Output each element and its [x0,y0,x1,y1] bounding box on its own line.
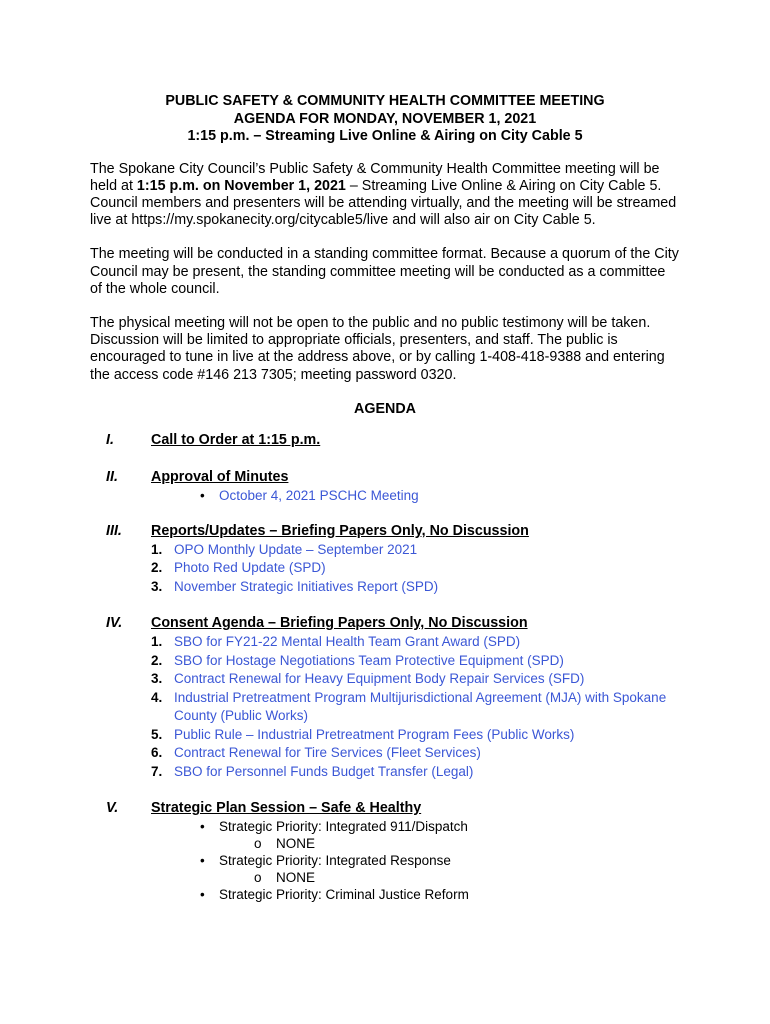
report-link[interactable]: OPO Monthly Update – September 2021 [174,541,418,557]
section-numeral: V. [106,800,119,817]
agenda-section-5 [90,800,680,903]
section-numeral: II. [106,468,118,485]
intro-paragraph-3: The physical meeting will not be open to the public and no public testimony will be taken. Discussion will be limited to appropriate officials, presenters, and staff. The public is encouraged to tune in live at the address above, or by calling 1-408-418-9388 and entering the access code #146 213 7305; meeting password 0320. [90,314,665,383]
minutes-link[interactable]: October 4, 2021 PSCHC Meeting [219,487,419,503]
agenda-document [90,93,680,903]
sub-item [219,835,680,852]
bullet-icon: • [200,819,205,835]
consent-link[interactable]: Public Rule – Industrial Pretreatment Program Fees (Public Works) [174,726,575,742]
intro-meeting-time: 1:15 p.m. on November 1, 2021 [136,177,346,194]
intro-paragraph-2: The meeting will be conducted in a standing committee format. Because a quorum of the City Council may be present, the standing committee meeting will be conducted as a committee of the whole council. [90,246,679,297]
list-item [200,818,680,852]
section-numeral: IV. [106,615,123,632]
section-numeral: I. [106,431,114,448]
agenda-heading: AGENDA [354,400,416,417]
header-title: PUBLIC SAFETY & COMMUNITY HEALTH COMMITTEE MEETING [165,93,605,109]
intro-text-continued: – Streaming Live Online & Airing on City Cable 5. Council members and presenters will be attending virtually, and the meeting will be streamed live at https://my.spokanecity.org/citycable5/live and will also air on City Cable 5. [90,177,677,229]
list-item [151,559,680,578]
list-item [151,578,680,597]
section-numeral: III. [106,522,122,539]
header-time: 1:15 p.m. – Streaming Live Online & Airing on City Cable 5 [187,128,583,144]
agenda-section-3 [90,523,680,597]
item-number: 3. [151,578,163,594]
list-item [151,652,680,671]
section-title: Strategic Plan Session – Safe & Healthy [151,800,422,817]
sub-item-text: NONE [276,870,316,886]
item-number: 2. [151,560,163,576]
section-title: Approval of Minutes [151,468,289,485]
item-number: 2. [151,652,163,668]
section-title: Call to Order at 1:15 p.m. [151,431,321,448]
header-date: AGENDA FOR MONDAY, NOVEMBER 1, 2021 [233,110,537,127]
item-number: 6. [151,745,163,761]
intro-text: The Spokane City Council’s Public Safety & Community Health Committee meeting will be held at [90,160,660,194]
strategic-priority: Strategic Priority: Integrated Response [219,853,451,869]
consent-link[interactable]: SBO for Hostage Negotiations Team Protective Equipment (SPD) [174,652,564,668]
report-link[interactable]: Photo Red Update (SPD) [174,560,326,576]
item-number: 1. [151,634,163,650]
list-item [151,689,680,726]
list-item [200,852,680,886]
list-item [151,633,680,652]
circle-bullet-icon: o [254,836,262,852]
consent-link[interactable]: SBO for FY21-22 Mental Health Team Grant Award (SPD) [174,634,521,650]
item-number: 7. [151,763,163,779]
list-item [151,744,680,763]
consent-link[interactable]: SBO for Personnel Funds Budget Transfer (Legal) [174,763,474,779]
report-link[interactable]: November Strategic Initiatives Report (SPD) [174,578,439,594]
list-item [151,670,680,689]
list-item [151,541,680,560]
agenda-section-4 [90,615,680,781]
bullet-icon: • [200,487,205,503]
bullet-icon: • [200,853,205,869]
sub-item-text: NONE [276,836,316,852]
list-item [151,763,680,782]
agenda-section-2 [90,469,680,504]
item-number: 1. [151,541,163,557]
circle-bullet-icon: o [254,870,262,886]
item-number: 3. [151,671,163,687]
document-header [90,93,680,146]
item-number: 4. [151,689,163,705]
item-number: 5. [151,726,163,742]
consent-link[interactable]: Contract Renewal for Heavy Equipment Body Repair Services (SFD) [174,671,585,687]
consent-link[interactable]: Industrial Pretreatment Program Multijurisdictional Agreement (MJA) with Spokane County (Public Works) [174,689,667,724]
section-title: Consent Agenda – Briefing Papers Only, No Discussion [151,615,528,632]
section-title: Reports/Updates – Briefing Papers Only, No Discussion [151,522,529,539]
agenda-section-1 [90,432,680,450]
intro-paragraph-1 [90,161,680,230]
bullet-icon: • [200,887,205,903]
strategic-priority: Strategic Priority: Integrated 911/Dispatch [219,819,468,835]
consent-link[interactable]: Contract Renewal for Tire Services (Fleet Services) [174,745,481,761]
list-item [200,886,680,903]
list-item [151,726,680,745]
strategic-priority: Strategic Priority: Criminal Justice Reform [219,887,469,903]
sub-item [219,869,680,886]
list-item [200,487,680,504]
